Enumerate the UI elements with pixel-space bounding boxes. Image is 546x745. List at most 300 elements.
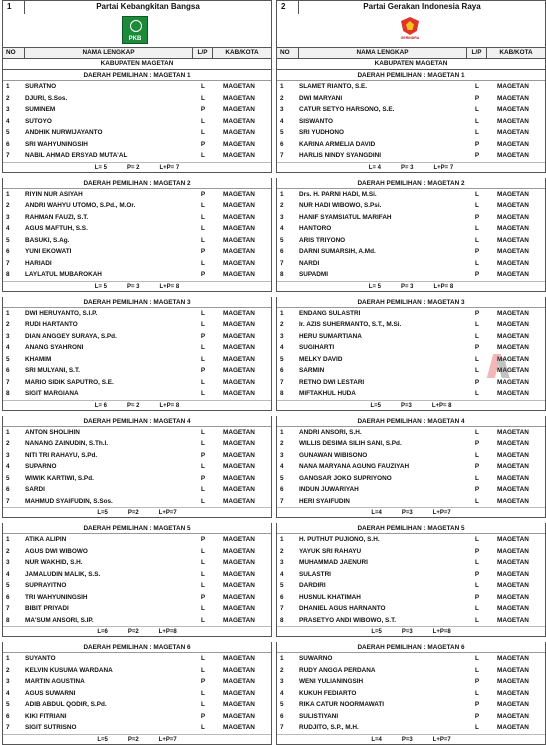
candidate-gender: L [475, 83, 479, 90]
party-name: Partai Kebangkitan Bangsa [96, 2, 200, 11]
candidate-number: 5 [280, 701, 284, 708]
summary-female: P= 2 [126, 402, 140, 409]
candidate-name: LAYLATUL MUBAROKAH [25, 271, 102, 278]
summary-female: P=3 [401, 510, 413, 516]
candidate-number: 4 [280, 117, 284, 125]
header-lp: L/P [193, 48, 213, 58]
candidate-gender: L [201, 309, 205, 317]
candidate-row [3, 711, 271, 723]
candidate-number: 6 [6, 248, 10, 255]
party-number: 2 [277, 1, 299, 14]
candidate-gender: L [475, 367, 479, 374]
candidate-kabkota: MAGETAN [223, 152, 255, 159]
candidate-gender: L [475, 321, 479, 328]
candidate-number: 4 [6, 117, 10, 125]
candidate-kabkota: MAGETAN [497, 225, 529, 232]
candidate-row [3, 319, 271, 331]
candidate-kabkota: MAGETAN [497, 605, 529, 612]
candidate-kabkota: MAGETAN [497, 202, 529, 209]
candidate-row [3, 116, 271, 128]
candidate-kabkota: MAGETAN [223, 582, 255, 589]
candidate-row [277, 557, 545, 569]
candidate-number: 5 [6, 582, 10, 589]
candidate-name: BIBIT PRIYADI [25, 605, 69, 612]
summary-male: L= 6 [94, 402, 107, 409]
candidate-kabkota: MAGETAN [223, 616, 255, 624]
candidate-number: 2 [6, 202, 10, 209]
candidate-name: RUDJITO, S.P., M.H. [299, 724, 359, 731]
candidate-number: 1 [280, 83, 284, 90]
candidate-name: ANDHIK NURWIJAYANTO [25, 129, 103, 136]
candidate-kabkota: MAGETAN [497, 724, 529, 731]
dapil-title: DAERAH PEMILIHAN : MAGETAN 3 [3, 297, 271, 308]
candidate-name: AGUS DWI WIBOWO [25, 547, 88, 555]
candidate-row [3, 223, 271, 235]
candidate-row [3, 235, 271, 247]
candidate-kabkota: MAGETAN [497, 236, 529, 244]
candidate-row [3, 200, 271, 212]
candidate-row [277, 189, 545, 201]
candidate-row [277, 484, 545, 496]
dapil-section [2, 297, 272, 411]
candidate-row [3, 388, 271, 400]
dapil-summary [3, 281, 271, 291]
candidate-kabkota: MAGETAN [497, 94, 529, 102]
candidate-kabkota: MAGETAN [497, 559, 529, 566]
candidate-name: ATIKA ALIPIN [25, 536, 67, 543]
candidate-name: MARIO SIDIK SAPUTRO, S.E. [25, 378, 114, 386]
candidate-name: SUMINEM [25, 106, 56, 113]
candidate-row [277, 93, 545, 105]
candidate-name: RIYIN NUR ASIYAH [25, 190, 83, 198]
candidate-gender: L [475, 497, 479, 505]
candidate-kabkota: MAGETAN [497, 689, 529, 697]
candidate-name: HUSNUL KHATIMAH [299, 593, 361, 601]
candidate-name: SUPARNO [25, 463, 57, 470]
candidate-gender: L [201, 440, 205, 447]
candidate-kabkota: MAGETAN [223, 140, 255, 148]
candidate-name: SUPADMI [299, 271, 328, 278]
candidate-gender: L [201, 344, 205, 351]
candidate-gender: P [200, 593, 206, 601]
candidate-gender: L [475, 451, 479, 459]
candidate-gender: P [200, 451, 206, 459]
candidate-name: H. PUTHUT PUJIONO, S.H. [299, 536, 380, 543]
candidate-gender: P [474, 570, 480, 578]
candidate-name: DIAN ANGGEY SURAYA, S.Pd. [25, 332, 117, 340]
candidate-kabkota: MAGETAN [223, 106, 255, 113]
summary-male: L= 5 [368, 283, 381, 290]
candidate-number: 8 [6, 616, 10, 624]
candidate-number: 3 [280, 332, 284, 340]
candidate-gender: L [201, 605, 205, 612]
candidate-kabkota: MAGETAN [223, 666, 255, 674]
candidate-number: 5 [6, 701, 10, 708]
candidate-row [277, 116, 545, 128]
candidate-row [277, 546, 545, 558]
candidate-gender: L [475, 655, 479, 662]
candidate-name: SRI MULYANI, S.T. [25, 367, 80, 374]
candidate-number: 5 [280, 129, 284, 136]
candidate-name: DWI MARYANI [299, 94, 343, 102]
candidate-row [3, 580, 271, 592]
candidate-gender: L [201, 724, 205, 731]
candidate-number: 4 [280, 344, 284, 351]
candidate-gender: P [474, 486, 480, 493]
candidate-row [3, 150, 271, 162]
candidate-name: CATUR SETYO HARSONO, S.E. [299, 106, 395, 113]
candidate-gender: L [201, 547, 205, 555]
candidate-kabkota: MAGETAN [223, 259, 255, 267]
summary-female: P= 3 [126, 283, 140, 290]
candidate-row [277, 427, 545, 439]
candidate-kabkota: MAGETAN [497, 474, 529, 482]
candidate-gender: P [200, 106, 206, 113]
candidate-kabkota: MAGETAN [497, 536, 529, 543]
candidate-number: 3 [6, 106, 10, 113]
candidate-number: 4 [280, 689, 284, 697]
candidate-number: 2 [280, 440, 284, 447]
candidate-number: 7 [280, 724, 284, 731]
candidate-number: 4 [280, 570, 284, 578]
summary-total: L+P= 7 [159, 164, 180, 171]
candidate-kabkota: MAGETAN [223, 117, 255, 125]
candidate-name: SRI WAHYUNINGSIH [25, 140, 88, 148]
candidate-kabkota: MAGETAN [223, 225, 255, 232]
dapil-summary [3, 400, 271, 410]
candidate-name: SUGIHARTI [299, 344, 335, 351]
candidate-name: ANANG SYAHRONI [25, 344, 84, 351]
summary-female: P=3 [400, 402, 412, 409]
candidate-gender: P [474, 344, 480, 351]
candidate-row [277, 473, 545, 485]
candidate-gender: L [475, 236, 479, 244]
dapil-title: DAERAH PEMILIHAN : MAGETAN 2 [277, 178, 545, 189]
summary-total: L+P=7 [158, 510, 177, 516]
candidate-row [277, 653, 545, 665]
candidate-row [277, 676, 545, 688]
candidate-kabkota: MAGETAN [497, 117, 529, 125]
candidate-row [3, 93, 271, 105]
candidate-gender: L [201, 486, 205, 493]
header-kab: KAB/KOTA [499, 49, 533, 56]
candidate-number: 2 [6, 666, 10, 674]
candidate-number: 7 [280, 497, 284, 505]
candidate-row [3, 189, 271, 201]
candidate-name: BASUKI, S.Ag. [25, 236, 70, 244]
candidate-number: 1 [6, 536, 10, 543]
candidate-number: 5 [6, 355, 10, 363]
candidate-name: SULISTIYANI [299, 712, 339, 720]
candidate-number: 5 [6, 474, 10, 482]
candidate-gender: L [201, 213, 205, 221]
summary-male: L=5 [97, 736, 108, 743]
dapil-title: DAERAH PEMILIHAN : MAGETAN 5 [277, 523, 545, 534]
candidate-name: MAHMUD SYAIFUDIN, S.Sos. [25, 497, 113, 505]
candidate-name: NABIL AHMAD ERSYAD MUTA'AL [25, 152, 128, 159]
candidate-kabkota: MAGETAN [223, 497, 255, 505]
candidate-name: DARNI SUMARSIH, A.Md. [299, 248, 376, 255]
candidate-number: 7 [280, 259, 284, 267]
candidate-number: 4 [6, 344, 10, 351]
candidate-number: 3 [6, 451, 10, 459]
candidate-name: HERU SUMARTIANA [299, 332, 362, 340]
candidate-kabkota: MAGETAN [223, 486, 255, 493]
summary-total: L+P= 7 [433, 164, 454, 171]
candidate-row [277, 580, 545, 592]
candidate-gender: L [475, 390, 479, 397]
candidate-name: AGUS SUWARNI [25, 689, 76, 697]
candidate-gender: L [475, 225, 479, 232]
summary-male: L=5 [371, 629, 382, 635]
summary-total: L+P= 8 [159, 283, 180, 290]
candidate-number: 2 [280, 202, 284, 209]
dapil-summary [277, 281, 545, 291]
candidate-row [3, 699, 271, 711]
dapil-title: DAERAH PEMILIHAN : MAGETAN 4 [277, 416, 545, 427]
candidate-name: WIWIK KARTIWI, S.Pd. [25, 474, 94, 482]
candidate-number: 1 [280, 309, 284, 317]
candidate-name: GANGSAR JOKO SUPRIYONO [299, 474, 392, 482]
candidate-number: 6 [280, 367, 284, 374]
candidate-name: SLAMET RIANTO, S.E. [299, 83, 368, 90]
candidate-kabkota: MAGETAN [497, 428, 529, 436]
dapil-title: DAERAH PEMILIHAN : MAGETAN 2 [3, 178, 271, 189]
candidate-kabkota: MAGETAN [497, 378, 529, 386]
candidate-row [277, 438, 545, 450]
candidate-row [277, 246, 545, 258]
candidate-row [277, 388, 545, 400]
candidate-gender: L [475, 536, 479, 543]
candidate-row [277, 534, 545, 546]
candidate-gender: L [475, 332, 479, 340]
candidate-gender: L [201, 616, 205, 624]
candidate-number: 5 [6, 129, 10, 136]
candidate-kabkota: MAGETAN [223, 248, 255, 255]
dapil-section [2, 642, 272, 745]
candidate-row [3, 461, 271, 473]
candidate-row [3, 557, 271, 569]
candidate-kabkota: MAGETAN [223, 463, 255, 470]
candidate-row [3, 365, 271, 377]
candidate-kabkota: MAGETAN [497, 655, 529, 662]
kabupaten-title: KABUPATEN MAGETAN [276, 59, 546, 70]
candidate-name: HARIADI [25, 259, 52, 267]
dapil-summary [277, 734, 545, 744]
candidate-row [277, 569, 545, 581]
candidate-gender: L [201, 355, 205, 363]
candidate-number: 6 [6, 712, 10, 720]
candidate-gender: L [201, 666, 205, 674]
candidate-number: 7 [280, 378, 284, 386]
candidate-name: SARMIN [299, 367, 325, 374]
candidate-kabkota: MAGETAN [223, 355, 255, 363]
candidate-gender: L [201, 570, 205, 578]
candidate-row [3, 496, 271, 508]
candidate-gender: L [201, 202, 205, 209]
candidate-row [3, 427, 271, 439]
candidate-number: 4 [280, 225, 284, 232]
candidate-gender: L [201, 236, 205, 244]
candidate-kabkota: MAGETAN [497, 344, 529, 351]
candidate-gender: P [200, 190, 206, 198]
candidate-number: 3 [280, 106, 284, 113]
candidate-number: 5 [280, 236, 284, 244]
dapil-title: DAERAH PEMILIHAN : MAGETAN 5 [3, 523, 271, 534]
candidate-kabkota: MAGETAN [497, 248, 529, 255]
candidate-row [3, 127, 271, 139]
candidate-kabkota: MAGETAN [497, 129, 529, 136]
candidate-number: 2 [280, 321, 284, 328]
candidate-row [3, 603, 271, 615]
summary-female: P= 3 [400, 164, 414, 171]
candidate-gender: P [474, 309, 480, 317]
candidate-gender: P [474, 440, 480, 447]
candidate-kabkota: MAGETAN [223, 605, 255, 612]
candidate-name: MUHAMMAD JAENURI [299, 559, 368, 566]
candidate-row [277, 688, 545, 700]
candidate-name: RETNO DWI LESTARI [299, 378, 365, 386]
candidate-name: DWI HERUYANTO, S.I.P. [25, 309, 98, 317]
candidate-name: HERI SYAIFUDIN [299, 497, 350, 505]
summary-total: L+P=7 [158, 736, 177, 743]
candidate-number: 1 [280, 655, 284, 662]
candidate-name: KELVIN KUSUMA WARDANA [25, 666, 113, 674]
candidate-kabkota: MAGETAN [223, 378, 255, 386]
candidate-kabkota: MAGETAN [497, 355, 529, 363]
dapil-summary [277, 400, 545, 410]
summary-male: L= 5 [94, 283, 107, 290]
candidate-kabkota: MAGETAN [223, 559, 255, 566]
candidate-number: 6 [6, 593, 10, 601]
candidate-number: 6 [280, 248, 284, 255]
candidate-name: AGUS MAFTUH, S.S. [25, 225, 88, 232]
candidate-number: 1 [280, 190, 284, 198]
candidate-gender: L [475, 106, 479, 113]
candidate-name: SUYANTO [25, 655, 56, 662]
candidate-name: SISWANTO [299, 117, 333, 125]
header-name: NAMA LENGKAP [299, 48, 467, 58]
candidate-row [3, 615, 271, 627]
candidate-number: 3 [6, 559, 10, 566]
gerindra-logo-icon [398, 17, 422, 43]
candidate-name: HARLIS NINDY SYANGDINI [299, 152, 382, 159]
dapil-summary [277, 162, 545, 172]
candidate-row [3, 450, 271, 462]
candidate-kabkota: MAGETAN [223, 655, 255, 662]
candidate-gender: L [475, 202, 479, 209]
candidate-row [3, 676, 271, 688]
candidate-kabkota: MAGETAN [223, 390, 255, 397]
candidate-row [3, 722, 271, 734]
candidate-number: 1 [6, 190, 10, 198]
candidate-number: 4 [280, 463, 284, 470]
candidate-gender: L [475, 355, 479, 363]
header-kab: KAB/KOTA [225, 49, 259, 56]
candidate-kabkota: MAGETAN [497, 463, 529, 470]
candidate-gender: P [474, 271, 480, 278]
candidate-number: 2 [6, 94, 10, 102]
candidate-number: 6 [280, 712, 284, 720]
candidate-row [3, 377, 271, 389]
candidate-row [3, 342, 271, 354]
summary-female: P=2 [127, 736, 139, 743]
candidate-name: NITI TRI RAHAYU, S.Pd. [25, 451, 98, 459]
summary-total: L+P=7 [432, 736, 451, 743]
candidate-number: 5 [6, 236, 10, 244]
candidate-number: 1 [6, 309, 10, 317]
candidate-kabkota: MAGETAN [497, 486, 529, 493]
candidate-row [277, 81, 545, 93]
candidate-number: 8 [280, 271, 284, 278]
candidate-number: 1 [280, 428, 284, 436]
candidate-kabkota: MAGETAN [497, 712, 529, 720]
candidate-name: DARDIRI [299, 582, 326, 589]
candidate-name: WENI YULIANINGSIH [299, 678, 364, 685]
candidate-number: 1 [6, 428, 10, 436]
candidate-kabkota: MAGETAN [223, 724, 255, 731]
summary-total: L+P= 8 [431, 402, 452, 409]
candidate-number: 3 [280, 559, 284, 566]
candidate-kabkota: MAGETAN [497, 440, 529, 447]
candidate-name: PRASETYO ANDI WIBOWO, S.T. [299, 616, 397, 624]
summary-female: P=2 [127, 510, 139, 516]
candidate-kabkota: MAGETAN [223, 271, 255, 278]
summary-male: L=5 [97, 510, 108, 516]
candidate-kabkota: MAGETAN [497, 593, 529, 601]
party-header [276, 0, 546, 14]
candidate-gender: L [201, 152, 205, 159]
candidate-number: 2 [6, 321, 10, 328]
candidate-kabkota: MAGETAN [497, 451, 529, 459]
dapil-title: DAERAH PEMILIHAN : MAGETAN 3 [277, 297, 545, 308]
candidate-row [277, 139, 545, 151]
candidate-gender: P [474, 547, 480, 555]
candidate-name: SUWARNO [299, 655, 333, 662]
candidate-gender: P [474, 463, 480, 470]
candidate-name: DJURI, S.Sos. [25, 94, 68, 102]
candidate-row [277, 235, 545, 247]
candidate-row [3, 331, 271, 343]
candidate-name: HANIF SYAMSIATUL MARIFAH [299, 213, 392, 221]
candidate-name: NANA MARYANA AGUNG FAUZIYAH [299, 463, 410, 470]
candidate-gender: L [475, 474, 479, 482]
candidate-gender: P [474, 593, 480, 601]
candidate-gender: L [475, 190, 479, 198]
candidate-gender: L [201, 225, 205, 232]
candidate-gender: P [200, 712, 206, 720]
candidate-number: 8 [6, 271, 10, 278]
summary-male: L=4 [371, 736, 382, 743]
dapil-section [276, 642, 546, 745]
candidate-row [3, 212, 271, 224]
candidate-row [3, 258, 271, 270]
candidate-number: 2 [280, 547, 284, 555]
candidate-kabkota: MAGETAN [223, 236, 255, 244]
party-name: Partai Gerakan Indonesia Raya [363, 2, 481, 11]
dapil-summary [3, 626, 271, 636]
candidate-row [277, 319, 545, 331]
candidate-number: 3 [280, 678, 284, 685]
dapil-summary [3, 734, 271, 744]
candidate-kabkota: MAGETAN [223, 83, 255, 90]
summary-total: L+P= 8 [159, 402, 180, 409]
candidate-row [277, 331, 545, 343]
candidate-gender: P [200, 536, 206, 543]
dapil-section [2, 523, 272, 637]
candidate-number: 5 [280, 474, 284, 482]
candidate-gender: L [201, 117, 205, 125]
